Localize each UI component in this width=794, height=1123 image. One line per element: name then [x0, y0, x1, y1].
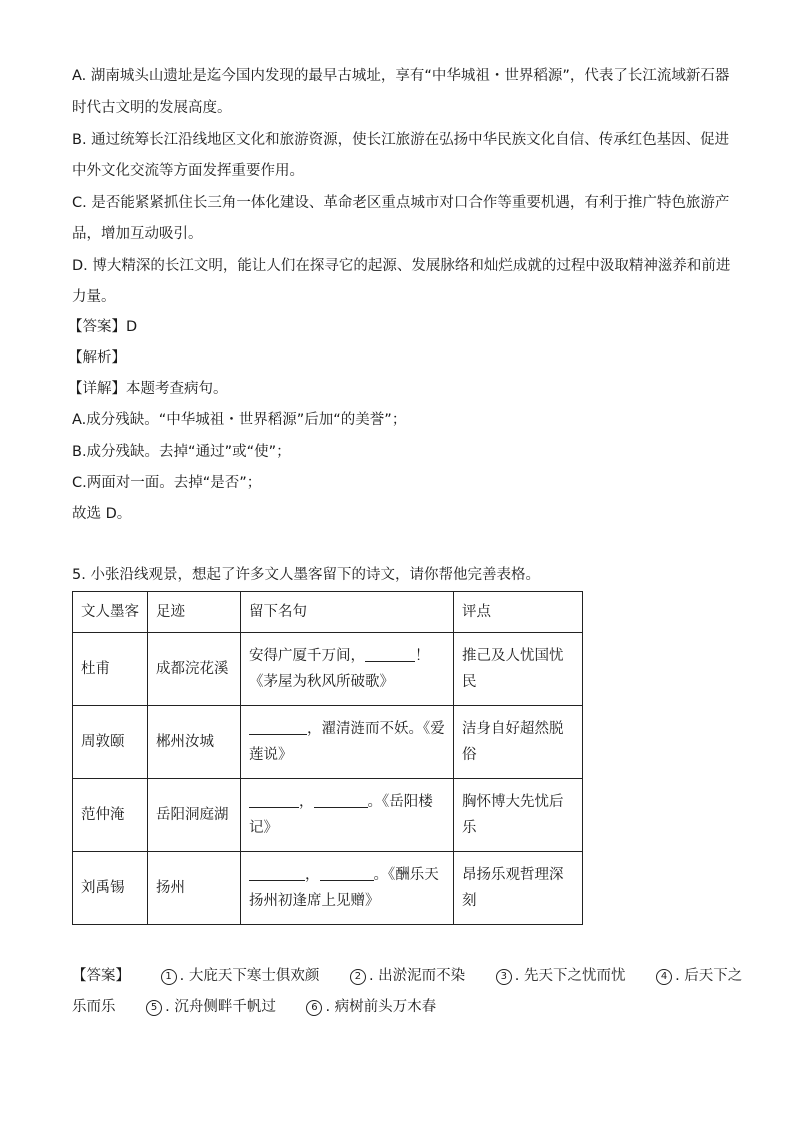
fill-blank-3[interactable]: [249, 791, 299, 808]
cell-quote: [241, 852, 454, 925]
answer-item-wrap: 乐而乐: [72, 999, 116, 1015]
option-b-line-2: 中外文化交流等方面发挥重要作用。: [72, 163, 304, 179]
number-5-badge: 5: [146, 1000, 162, 1016]
q4-analysis-label: 【解析】: [68, 350, 126, 366]
answer-item: . 沉舟侧畔千帆过: [165, 999, 276, 1015]
table-row: [73, 779, 583, 852]
answer-item: . 后天下之: [675, 968, 743, 984]
table-row: [73, 852, 583, 925]
cell-quote: [241, 706, 454, 779]
header-comment: 评点: [454, 592, 583, 633]
option-c-line-1: C. 是否能紧紧抓住长三角一体化建设、革命老区重点城市对口合作等重要机遇，有利于推广特色旅游产: [72, 195, 730, 211]
q4-answer: 【答案】D: [68, 319, 138, 335]
quote-text: ，濯清涟而不妖。《爱: [307, 721, 445, 737]
cell-comment: 洁身自好超然脱俗: [454, 706, 583, 779]
option-c-line-2: 品，增加互动吸引。: [72, 226, 203, 242]
header-quote: 留下名句: [241, 592, 454, 633]
table-header-row: [73, 592, 583, 633]
quote-source: 记》: [249, 820, 278, 836]
cell-person: 杜甫: [73, 633, 148, 706]
q5-answer-line-1: [72, 966, 742, 986]
cell-place: 岳阳洞庭湖: [148, 779, 241, 852]
header-place: 足迹: [148, 592, 241, 633]
cell-comment: 昂扬乐观哲理深刻: [454, 852, 583, 925]
answer-item: . 出淤泥而不染: [368, 968, 466, 984]
cell-comment: 胸怀博大先忧后乐: [454, 779, 583, 852]
q4-conclusion: 故选 D。: [72, 506, 132, 522]
answer-item: . 病树前头万木春: [325, 999, 437, 1015]
quote-source: 莲说》: [249, 747, 293, 763]
quote-text: ，: [299, 794, 314, 810]
quote-text: 。《岳阳楼: [367, 794, 433, 810]
option-d-line-1: D. 博大精深的长江文明，能让人们在探寻它的起源、发展脉络和灿烂成就的过程中汲取精神滋养和前进: [72, 258, 731, 274]
header-person: 文人墨客: [73, 592, 148, 633]
number-3-badge: 3: [496, 969, 512, 985]
quote-text: 安得广厦千万间，: [249, 648, 365, 664]
cell-place: 成都浣花溪: [148, 633, 241, 706]
answer-item: . 先天下之忧而忧: [514, 968, 626, 984]
number-4-badge: 4: [656, 969, 672, 985]
quote-text: 。《酬乐天: [373, 867, 439, 883]
quote-text: ！: [415, 648, 430, 664]
q5-answer-label: 【答案】: [72, 968, 130, 984]
q4-explain-c: C.两面对一面。去掉“是否”；: [72, 475, 262, 491]
fill-blank-4[interactable]: [314, 791, 368, 808]
option-a-line-2: 时代古文明的发展高度。: [72, 100, 232, 116]
q5-prompt: 5. 小张沿线观景，想起了许多文人墨客留下的诗文，请你帮他完善表格。: [72, 567, 540, 583]
option-a-line-1: A. 湖南城头山遗址是迄今国内发现的最早古城址，享有“中华城祖・世界稻源”，代表了长江流域新石器: [72, 68, 730, 84]
table-row: [73, 633, 583, 706]
option-b-line-1: B. 通过统筹长江沿线地区文化和旅游资源，使长江旅游在弘扬中华民族文化自信、传承红色基因、促进: [72, 132, 730, 148]
quote-source: 《茅屋为秋风所破歌》: [249, 674, 394, 690]
option-d-line-2: 力量。: [72, 289, 116, 305]
number-6-badge: 6: [306, 1000, 322, 1016]
cell-quote: [241, 633, 454, 706]
q5-answer-line-2: [72, 997, 436, 1017]
cell-comment: 推己及人忧国忧民: [454, 633, 583, 706]
cell-place: 郴州汝城: [148, 706, 241, 779]
cell-place: 扬州: [148, 852, 241, 925]
quote-text: ，: [305, 867, 320, 883]
number-1-badge: 1: [161, 969, 177, 985]
cell-quote: [241, 779, 454, 852]
cell-person: 周敦颐: [73, 706, 148, 779]
q4-detail: 【详解】本题考查病句。: [68, 381, 228, 397]
number-2-badge: 2: [350, 969, 366, 985]
cell-person: 刘禹锡: [73, 852, 148, 925]
cell-person: 范仲淹: [73, 779, 148, 852]
fill-blank-5[interactable]: [249, 864, 305, 881]
quote-source: 扬州初逢席上见赠》: [249, 893, 380, 909]
q4-explain-a: A.成分残缺。“中华城祖・世界稻源”后加“的美誉”；: [72, 412, 407, 428]
poem-table: [72, 591, 583, 925]
fill-blank-1[interactable]: [365, 645, 415, 662]
q4-explain-b: B.成分残缺。去掉“通过”或“使”；: [72, 444, 291, 460]
fill-blank-6[interactable]: [320, 864, 374, 881]
table-row: [73, 706, 583, 779]
fill-blank-2[interactable]: [249, 718, 307, 735]
answer-item: . 大庇天下寒士俱欢颜: [179, 968, 320, 984]
